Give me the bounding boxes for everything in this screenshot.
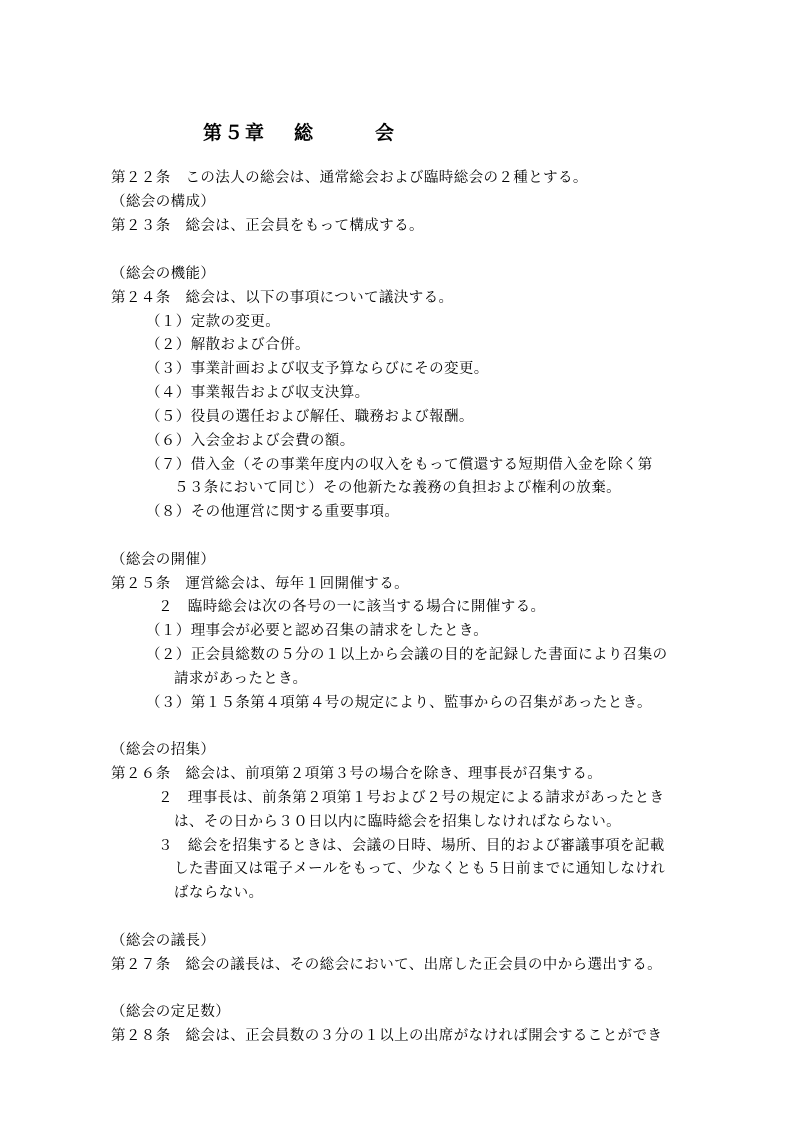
article-26-para-3-cont1: した書面又は電子メールをもって、少なくとも５日前までに通知しなけれ xyxy=(174,861,666,877)
chapter-name: 総会 xyxy=(294,122,457,144)
chapter-number: 第５章 xyxy=(203,122,267,144)
article-27: 第２７条 総会の議長は、その総会において、出席した正会員の中から選出する。 xyxy=(111,957,663,973)
article-23: 第２３条 総会は、正会員をもって構成する。 xyxy=(111,218,424,234)
heading-26: （総会の招集） xyxy=(111,742,216,758)
article-25-item-2: （２）正会員総数の５分の１以上から会議の目的を記録した書面により召集の xyxy=(146,647,668,663)
article-25-item-3: （３）第１５条第４項第４号の規定により、監事からの召集があったとき。 xyxy=(146,695,652,711)
article-24-item-8: （８）その他運営に関する重要事項。 xyxy=(146,504,400,520)
article-24-item-1: （１）定款の変更。 xyxy=(146,314,281,330)
article-26-para-2-cont: は、その日から３０日以内に臨時総会を招集しなければならない。 xyxy=(174,814,621,830)
article-24-item-5: （５）役員の選任および解任、職務および報酬。 xyxy=(146,409,474,425)
article-24: 第２４条 総会は、以下の事項について議決する。 xyxy=(111,290,454,306)
article-26-para-2: ２ 理事長は、前条第２項第１号および２号の規定による請求があったとき xyxy=(158,790,665,806)
article-24-item-3: （３）事業計画および収支予算ならびにその変更。 xyxy=(146,361,489,377)
article-24-item-7-cont: ５３条において同じ）その他新たな義務の負担および権利の放棄。 xyxy=(174,480,621,496)
heading-24: （総会の機能） xyxy=(111,266,216,282)
heading-25: （総会の開催） xyxy=(111,552,216,568)
article-24-item-2: （２）解散および合併。 xyxy=(146,337,310,353)
article-26: 第２６条 総会は、前項第２項第３号の場合を除き、理事長が召集する。 xyxy=(111,766,603,782)
article-24-item-7: （７）借入金（その事業年度内の収入をもって償還する短期借入金を除く第 xyxy=(146,457,653,473)
article-26-para-3: ３ 総会を招集するときは、会議の日時、場所、目的および審議事項を記載 xyxy=(158,838,665,854)
article-25-item-1: （１）理事会が必要と認め召集の請求をしたとき。 xyxy=(146,623,489,639)
heading-23: （総会の構成） xyxy=(111,194,216,210)
article-25-para-2: ２ 臨時総会は次の各号の一に該当する場合に開催する。 xyxy=(158,599,546,615)
heading-27: （総会の議長） xyxy=(111,933,216,949)
article-28: 第２８条 総会は、正会員数の３分の１以上の出席がなければ開会することができ xyxy=(111,1028,663,1044)
article-24-item-4: （４）事業報告および収支決算。 xyxy=(146,385,370,401)
article-25-item-2-cont: 請求があったとき。 xyxy=(174,671,308,687)
article-26-para-3-cont2: ばならない。 xyxy=(174,885,264,901)
article-22: 第２２条 この法人の総会は、通常総会および臨時総会の２種とする。 xyxy=(111,170,588,186)
article-24-item-6: （６）入会金および会費の額。 xyxy=(146,433,355,449)
heading-28: （総会の定足数） xyxy=(111,1004,231,1020)
chapter-title xyxy=(203,118,456,145)
article-25: 第２５条 運営総会は、毎年１回開催する。 xyxy=(111,576,409,592)
